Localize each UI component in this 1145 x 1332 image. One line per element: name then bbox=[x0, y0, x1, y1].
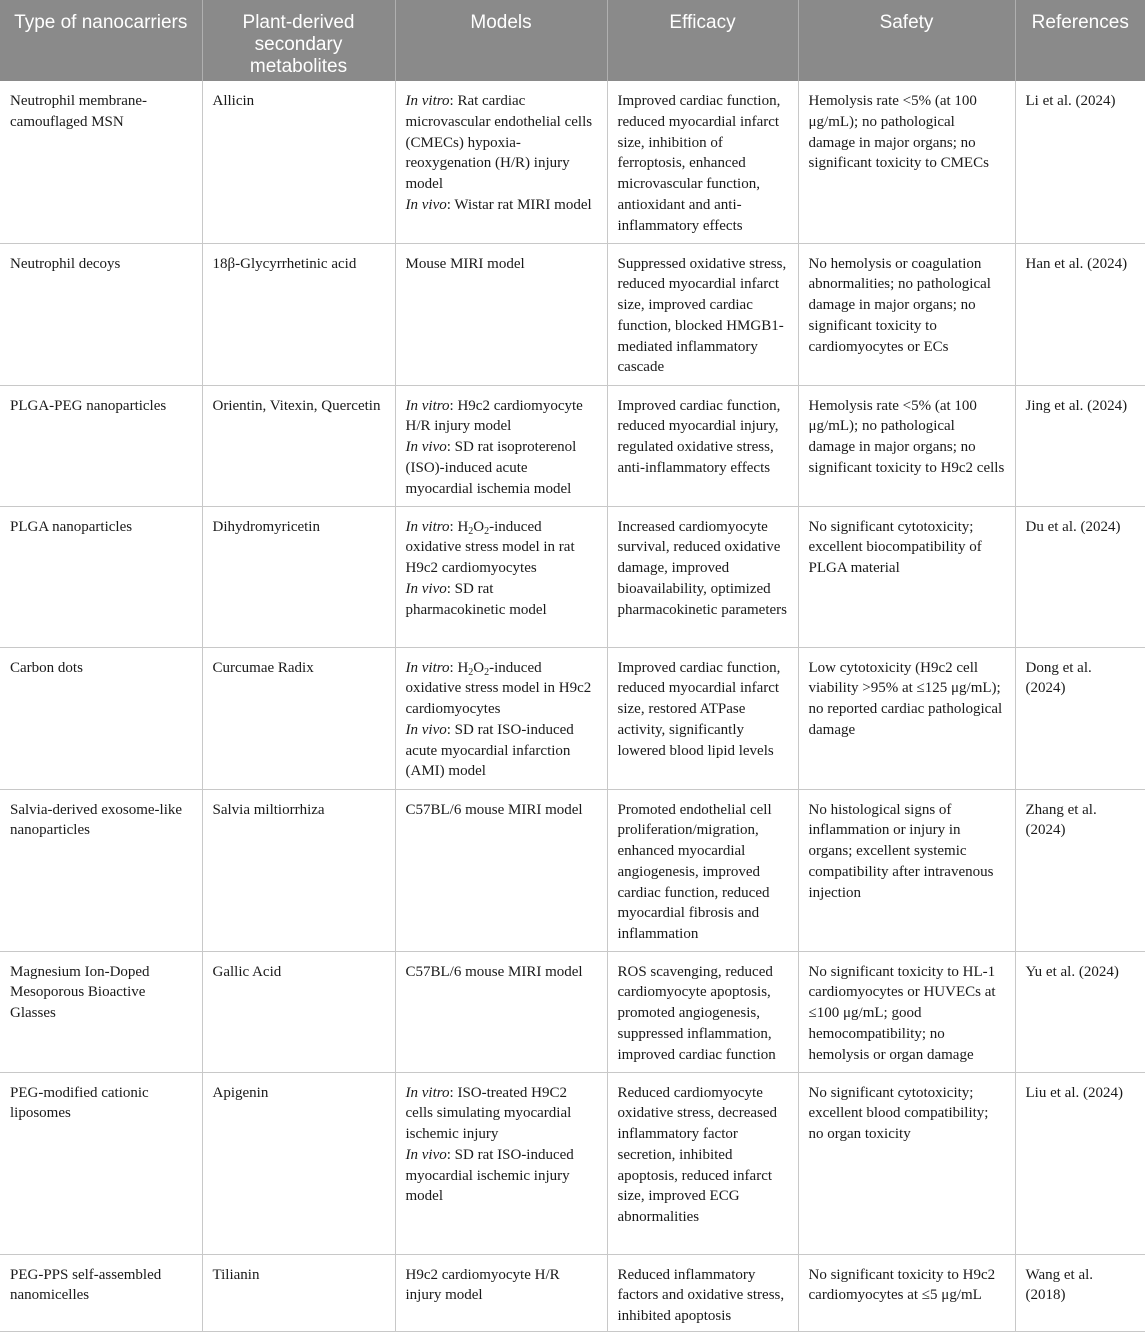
cell-reference: Zhang et al. (2024) bbox=[1015, 789, 1145, 951]
table-row bbox=[0, 1254, 1145, 1331]
cell-models bbox=[395, 243, 607, 385]
header-references: References bbox=[1015, 0, 1145, 81]
model-line bbox=[406, 1145, 597, 1207]
model-text: : Rat cardiac microvascular endothelial cells (CMECs) hypoxia-reoxygenation (H/R) injury model bbox=[405, 93, 593, 193]
cell-metabolite: Gallic Acid bbox=[202, 951, 395, 1072]
cell-reference: Du et al. (2024) bbox=[1015, 506, 1145, 647]
cell-safety: No significant cytotoxicity; excellent blood compatibility; no organ toxicity bbox=[798, 1072, 1015, 1254]
table-row bbox=[0, 1072, 1145, 1254]
cell-models bbox=[395, 1254, 607, 1331]
cell-reference: Yu et al. (2024) bbox=[1015, 951, 1145, 1072]
table-row bbox=[0, 243, 1145, 385]
header-efficacy: Efficacy bbox=[607, 0, 798, 81]
table-row bbox=[0, 647, 1145, 789]
cell-nanocarrier-type: Magnesium Ion-Doped Mesoporous Bioactive Glasses bbox=[0, 951, 202, 1072]
model-label: In vivo bbox=[405, 196, 447, 213]
cell-efficacy: Suppressed oxidative stress, reduced myocardial infarct size, improved cardiac function, blocked HMGB1-mediated inflammatory cascade bbox=[607, 243, 798, 385]
cell-models bbox=[395, 385, 607, 506]
model-line bbox=[406, 1265, 597, 1307]
model-text: : $H_2O_2$-induced oxidative stress model in rat H9c2 cardiomyocytes bbox=[405, 518, 575, 577]
model-label: In vivo bbox=[405, 439, 447, 456]
cell-efficacy: Improved cardiac function, reduced myocardial infarct size, inhibition of ferroptosis, enhanced microvascular function, antioxidant and anti-inflammatory effects bbox=[607, 81, 798, 243]
cell-metabolite: Orientin, Vitexin, Quercetin bbox=[202, 385, 395, 506]
header-models: Models bbox=[395, 0, 607, 81]
cell-nanocarrier-type: PLGA-PEG nanoparticles bbox=[0, 385, 202, 506]
cell-efficacy: Promoted endothelial cell proliferation/migration, enhanced myocardial angiogenesis, improved cardiac function, reduced myocardial fibrosis and inflammation bbox=[607, 789, 798, 951]
cell-reference: Jing et al. (2024) bbox=[1015, 385, 1145, 506]
cell-safety: No histological signs of inflammation or injury in organs; excellent systemic compatibility after intravenous injection bbox=[798, 789, 1015, 951]
model-line bbox=[406, 962, 597, 983]
table-row bbox=[0, 951, 1145, 1072]
cell-models bbox=[395, 1072, 607, 1254]
cell-metabolite: Apigenin bbox=[202, 1072, 395, 1254]
cell-nanocarrier-type: PLGA nanoparticles bbox=[0, 506, 202, 647]
model-line bbox=[406, 254, 597, 275]
model-text: : SD rat ISO-induced acute myocardial infarction (AMI) model bbox=[405, 721, 574, 780]
cell-metabolite: Salvia miltiorrhiza bbox=[202, 789, 395, 951]
cell-safety: Hemolysis rate <5% (at 100 μg/mL); no pathological damage in major organs; no significant toxicity to H9c2 cells bbox=[798, 385, 1015, 506]
model-text: Mouse MIRI model bbox=[405, 255, 525, 272]
header-metabolites: Plant-derived secondary metabolites bbox=[202, 0, 395, 81]
model-label: In vitro bbox=[405, 1084, 450, 1101]
model-line bbox=[406, 720, 597, 782]
header-row bbox=[0, 0, 1145, 81]
cell-safety: No significant toxicity to H9c2 cardiomyocytes at ≤5 μg/mL bbox=[798, 1254, 1015, 1331]
model-label: In vivo bbox=[405, 580, 447, 597]
table-row bbox=[0, 385, 1145, 506]
table-row bbox=[0, 81, 1145, 243]
model-text: : Wistar rat MIRI model bbox=[446, 196, 592, 213]
cell-efficacy: Improved cardiac function, reduced myocardial injury, regulated oxidative stress, anti-inflammatory effects bbox=[607, 385, 798, 506]
cell-efficacy: Improved cardiac function, reduced myocardial infarct size, restored ATPase activity, significantly lowered blood lipid levels bbox=[607, 647, 798, 789]
model-text: H9c2 cardiomyocyte H/R injury model bbox=[405, 1266, 560, 1304]
model-label: In vivo bbox=[405, 1146, 447, 1163]
model-text: : SD rat isoproterenol (ISO)-induced acute myocardial ischemia model bbox=[405, 439, 577, 497]
model-line bbox=[406, 517, 597, 579]
model-label: In vitro bbox=[405, 397, 450, 414]
cell-efficacy: ROS scavenging, reduced cardiomyocyte apoptosis, promoted angiogenesis, suppressed inflammation, improved cardiac function bbox=[607, 951, 798, 1072]
cell-reference: Dong et al. (2024) bbox=[1015, 647, 1145, 789]
model-text: C57BL/6 mouse MIRI model bbox=[405, 801, 583, 818]
model-line bbox=[406, 579, 597, 621]
cell-efficacy: Increased cardiomyocyte survival, reduced oxidative damage, improved bioavailability, optimized pharmacokinetic parameters bbox=[607, 506, 798, 647]
cell-models bbox=[395, 951, 607, 1072]
model-line bbox=[406, 800, 597, 821]
cell-models bbox=[395, 506, 607, 647]
cell-nanocarrier-type: Neutrophil membrane-camouflaged MSN bbox=[0, 81, 202, 243]
cell-models bbox=[395, 81, 607, 243]
cell-reference: Han et al. (2024) bbox=[1015, 243, 1145, 385]
model-text: : H9c2 cardiomyocyte H/R injury model bbox=[405, 397, 583, 435]
cell-safety: No hemolysis or coagulation abnormalities; no pathological damage in major organs; no significant toxicity to cardiomyocytes or ECs bbox=[798, 243, 1015, 385]
cell-models bbox=[395, 789, 607, 951]
model-line bbox=[406, 396, 597, 438]
header-safety: Safety bbox=[798, 0, 1015, 81]
cell-nanocarrier-type: Carbon dots bbox=[0, 647, 202, 789]
table-row bbox=[0, 506, 1145, 647]
model-text: : ISO-treated H9C2 cells simulating myocardial ischemic injury bbox=[405, 1084, 572, 1143]
model-text: : SD rat ISO-induced myocardial ischemic injury model bbox=[405, 1146, 574, 1205]
cell-efficacy: Reduced cardiomyocyte oxidative stress, decreased inflammatory factor secretion, inhibited apoptosis, reduced infarct size, improved ECG abnormalities bbox=[607, 1072, 798, 1254]
cell-metabolite: Curcumae Radix bbox=[202, 647, 395, 789]
cell-metabolite: Allicin bbox=[202, 81, 395, 243]
cell-reference: Wang et al. (2018) bbox=[1015, 1254, 1145, 1331]
model-label: In vitro bbox=[405, 93, 450, 109]
model-text: : SD rat pharmacokinetic model bbox=[405, 580, 547, 618]
cell-metabolite: Tilianin bbox=[202, 1254, 395, 1331]
model-line bbox=[406, 1083, 597, 1145]
model-label: In vitro bbox=[405, 518, 450, 535]
model-text: C57BL/6 mouse MIRI model bbox=[405, 963, 583, 980]
cell-metabolite: Dihydromyricetin bbox=[202, 506, 395, 647]
cell-safety: No significant toxicity to HL-1 cardiomyocytes or HUVECs at ≤100 μg/mL; good hemocompatibility; no hemolysis or organ damage bbox=[798, 951, 1015, 1072]
model-label: In vitro bbox=[405, 659, 450, 676]
model-line bbox=[406, 658, 597, 720]
header-type: Type of nanocarriers bbox=[0, 0, 202, 81]
cell-nanocarrier-type: PEG-modified cationic liposomes bbox=[0, 1072, 202, 1254]
table-header bbox=[0, 0, 1145, 81]
model-line bbox=[406, 195, 597, 216]
cell-nanocarrier-type: Neutrophil decoys bbox=[0, 243, 202, 385]
cell-reference: Li et al. (2024) bbox=[1015, 81, 1145, 243]
cell-reference: Liu et al. (2024) bbox=[1015, 1072, 1145, 1254]
model-text: : $H_2O_2$-induced oxidative stress model in H9c2 cardiomyocytes bbox=[405, 659, 592, 718]
model-line bbox=[406, 91, 597, 195]
cell-safety: Hemolysis rate <5% (at 100 μg/mL); no pathological damage in major organs; no significant toxicity to CMECs bbox=[798, 81, 1015, 243]
cell-safety: No significant cytotoxicity; excellent biocompatibility of PLGA material bbox=[798, 506, 1015, 647]
cell-nanocarrier-type: Salvia-derived exosome-like nanoparticles bbox=[0, 789, 202, 951]
model-line bbox=[406, 437, 597, 499]
cell-nanocarrier-type: PEG-PPS self-assembled nanomicelles bbox=[0, 1254, 202, 1331]
cell-safety: Low cytotoxicity (H9c2 cell viability >95% at ≤125 μg/mL); no reported cardiac pathological damage bbox=[798, 647, 1015, 789]
table-row bbox=[0, 789, 1145, 951]
model-label: In vivo bbox=[405, 721, 447, 738]
cell-models bbox=[395, 647, 607, 789]
cell-efficacy: Reduced inflammatory factors and oxidative stress, inhibited apoptosis bbox=[607, 1254, 798, 1331]
table-body bbox=[0, 81, 1145, 1331]
cell-metabolite: 18β-Glycyrrhetinic acid bbox=[202, 243, 395, 385]
